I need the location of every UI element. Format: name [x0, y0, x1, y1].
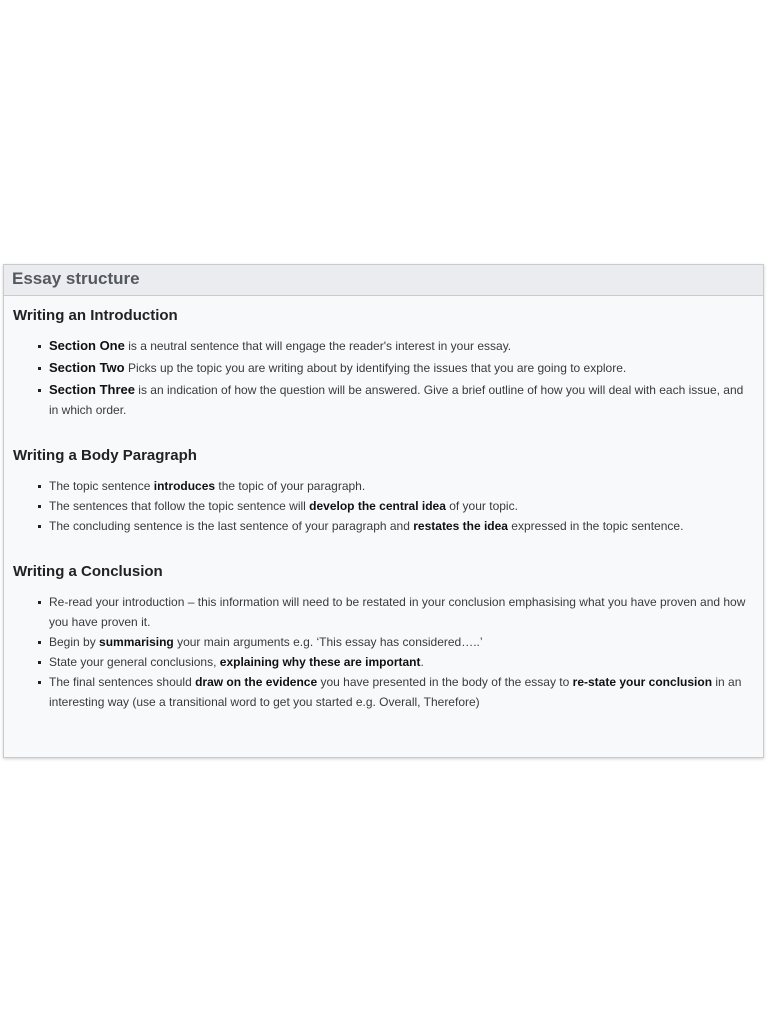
item-text: .	[420, 655, 424, 669]
list-item	[49, 476, 755, 496]
section-heading-introduction: Writing an Introduction	[13, 307, 178, 324]
item-lead: Section One	[49, 338, 125, 353]
item-text: you have presented in the body of the essay to	[317, 675, 573, 689]
item-lead: Section Two	[49, 360, 125, 375]
list-item	[49, 652, 755, 672]
item-emphasis: re-state your conclusion	[572, 675, 713, 689]
item-text: is an indication of how the question will be answered. Give a brief outline of how you will deal with each issue, and in which order.	[49, 383, 744, 417]
item-text: in an interesting way (use a transitional word to get you started e.g. Overall, Therefore)	[49, 675, 742, 709]
item-text: your main arguments e.g. ‘This essay has considered…..’	[173, 635, 483, 649]
essay-structure-panel	[3, 264, 764, 758]
item-emphasis: restates the idea	[413, 519, 508, 533]
item-text: The final sentences should	[49, 675, 196, 689]
item-text: Re-read your introduction – this information will need to be restated in your conclusion emphasising what you have proven and how you have proven it.	[49, 595, 746, 629]
list-item	[49, 336, 755, 356]
item-emphasis: summarising	[99, 635, 174, 649]
item-emphasis: develop the central idea	[309, 499, 446, 513]
list-item	[49, 358, 755, 378]
item-text: Picks up the topic you are writing about by identifying the issues that you are going to explore.	[124, 361, 627, 375]
item-text: The concluding sentence is the last sentence of your paragraph and	[49, 519, 414, 533]
list-item	[49, 380, 755, 420]
item-emphasis: draw on the evidence	[195, 675, 318, 689]
introduction-list	[13, 336, 755, 420]
conclusion-list	[13, 592, 755, 712]
list-item	[49, 672, 755, 712]
item-text: The topic sentence	[49, 479, 154, 493]
panel-body	[4, 307, 763, 712]
item-text: The sentences that follow the topic sentence will	[49, 499, 310, 513]
list-item	[49, 632, 755, 652]
panel-title: Essay structure	[4, 265, 763, 296]
item-text: the topic of your paragraph.	[215, 479, 366, 493]
item-text: Begin by	[49, 635, 100, 649]
item-text: is a neutral sentence that will engage the reader's interest in your essay.	[124, 339, 512, 353]
list-item	[49, 592, 755, 632]
list-item	[49, 516, 755, 536]
item-emphasis: introduces	[153, 479, 216, 493]
item-text: of your topic.	[445, 499, 518, 513]
item-lead: Section Three	[49, 382, 135, 397]
item-emphasis: explaining why these are important	[219, 655, 421, 669]
body-paragraph-list	[13, 476, 755, 536]
section-heading-body-paragraph: Writing a Body Paragraph	[13, 447, 197, 464]
list-item	[49, 496, 755, 516]
section-heading-conclusion: Writing a Conclusion	[13, 563, 163, 580]
item-text: expressed in the topic sentence.	[507, 519, 684, 533]
item-text: State your general conclusions,	[49, 655, 220, 669]
